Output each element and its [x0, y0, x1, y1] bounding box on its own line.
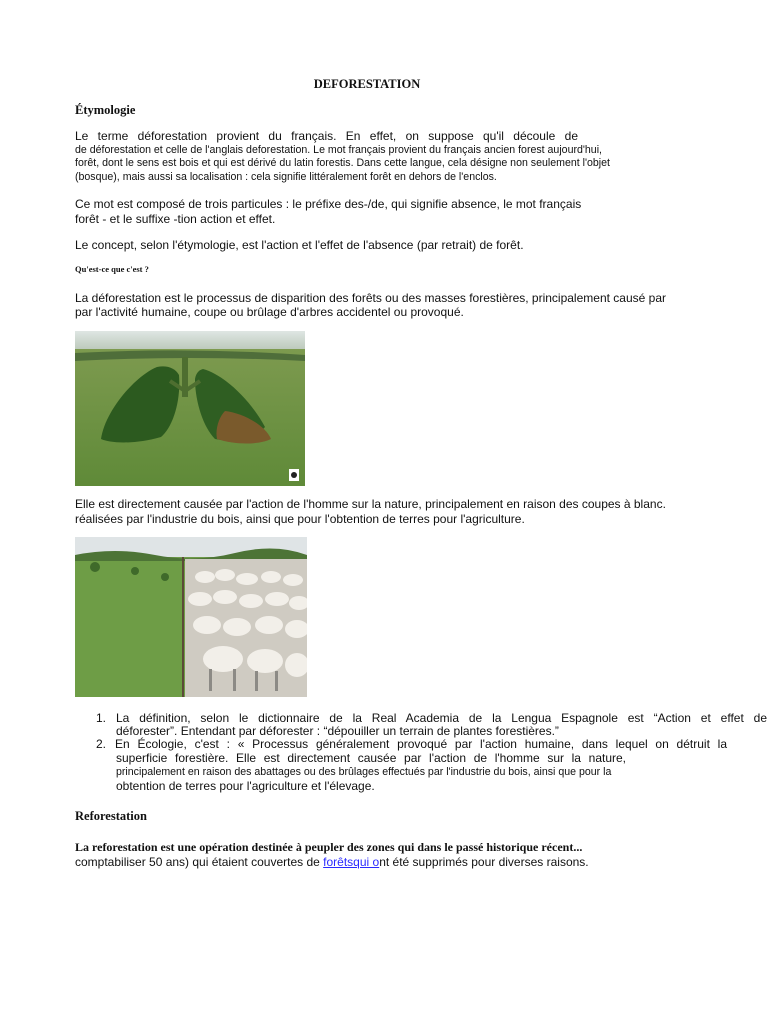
- etymology-p1-line1: Le terme déforestation provient du français. En effet, on suppose qu'il découle de: [75, 129, 578, 143]
- what-heading: Qu'est-ce que c'est ?: [75, 264, 149, 274]
- forets-link[interactable]: forêtsqui o: [323, 855, 380, 869]
- what-p2-line1: Elle est directement causée par l'action de l'homme sur la nature, principalement en raison des coupes à blanc.: [75, 497, 666, 511]
- what-p2-line2: réalisées par l'industrie du bois, ainsi que pour l'obtention de terres pour l'agriculture.: [75, 512, 525, 526]
- reforestation-text-after: nt été supprimés pour diverses raisons.: [379, 855, 589, 869]
- etymology-p1-line2: de déforestation et celle de l'anglais deforestation. Le mot français provient du français ancien forest aujourd'hui,: [75, 144, 602, 156]
- etymology-p1-line4: (bosque), mais aussi sa localisation : cela signifie littéralement forêt en dehors de l'enclos.: [75, 171, 497, 183]
- etymology-p1-line3: forêt, dont le sens est bois et qui est dérivé du latin forestis. Dans cette langue, cela désigne non seulement l'objet: [75, 157, 610, 169]
- cattle-herd-image: [75, 537, 307, 697]
- list-item-line: En Écologie, c'est : « Processus généralement provoqué par l'action humaine, dans lequel on détruit la: [115, 737, 727, 751]
- reforestation-line: [75, 855, 589, 869]
- forest-lungs-image: [75, 331, 305, 486]
- list-number: 2.: [96, 737, 107, 751]
- list-item-line: déforester”. Entendant par déforester : “dépouiller un terrain de plantes forestières.”: [116, 724, 559, 738]
- reforestation-heading: Reforestation: [75, 809, 147, 823]
- reforestation-bold-line: La reforestation est une opération destinée à peupler des zones qui dans le passé historique récent...: [75, 840, 583, 854]
- list-item-line: superficie forestière. Elle est directement causée par l'action de l'homme sur la nature,: [116, 751, 626, 765]
- etymology-p2-line1: Ce mot est composé de trois particules : le préfixe des-/de, qui signifie absence, le mot français: [75, 197, 582, 211]
- what-p1-line2: par l'activité humaine, coupe ou brûlage d'arbres accidentel ou provoqué.: [75, 305, 464, 319]
- list-item-line: principalement en raison des abattages ou des brûlages effectués par l'industrie du bois, ainsi que pour la: [116, 766, 612, 778]
- etymology-p3: Le concept, selon l'étymologie, est l'action et l'effet de l'absence (par retrait) de forêt.: [75, 238, 524, 252]
- list-number: 1.: [96, 711, 107, 725]
- what-p1-line1: La déforestation est le processus de disparition des forêts ou des masses forestières, principalement causé par: [75, 291, 666, 305]
- etymology-heading: Étymologie: [75, 103, 136, 117]
- etymology-p2-line2: forêt - et le suffixe -tion action et effet.: [75, 212, 276, 226]
- list-item-line: obtention de terres pour l'agriculture et l'élevage.: [116, 779, 375, 793]
- list-item-line: La définition, selon le dictionnaire de la Real Academia de la Lengua Espagnole est “Action et effet de: [116, 711, 767, 725]
- page-title: DEFORESTATION: [313, 77, 421, 91]
- reforestation-text-before: comptabiliser 50 ans) qui étaient couvertes de: [75, 855, 324, 869]
